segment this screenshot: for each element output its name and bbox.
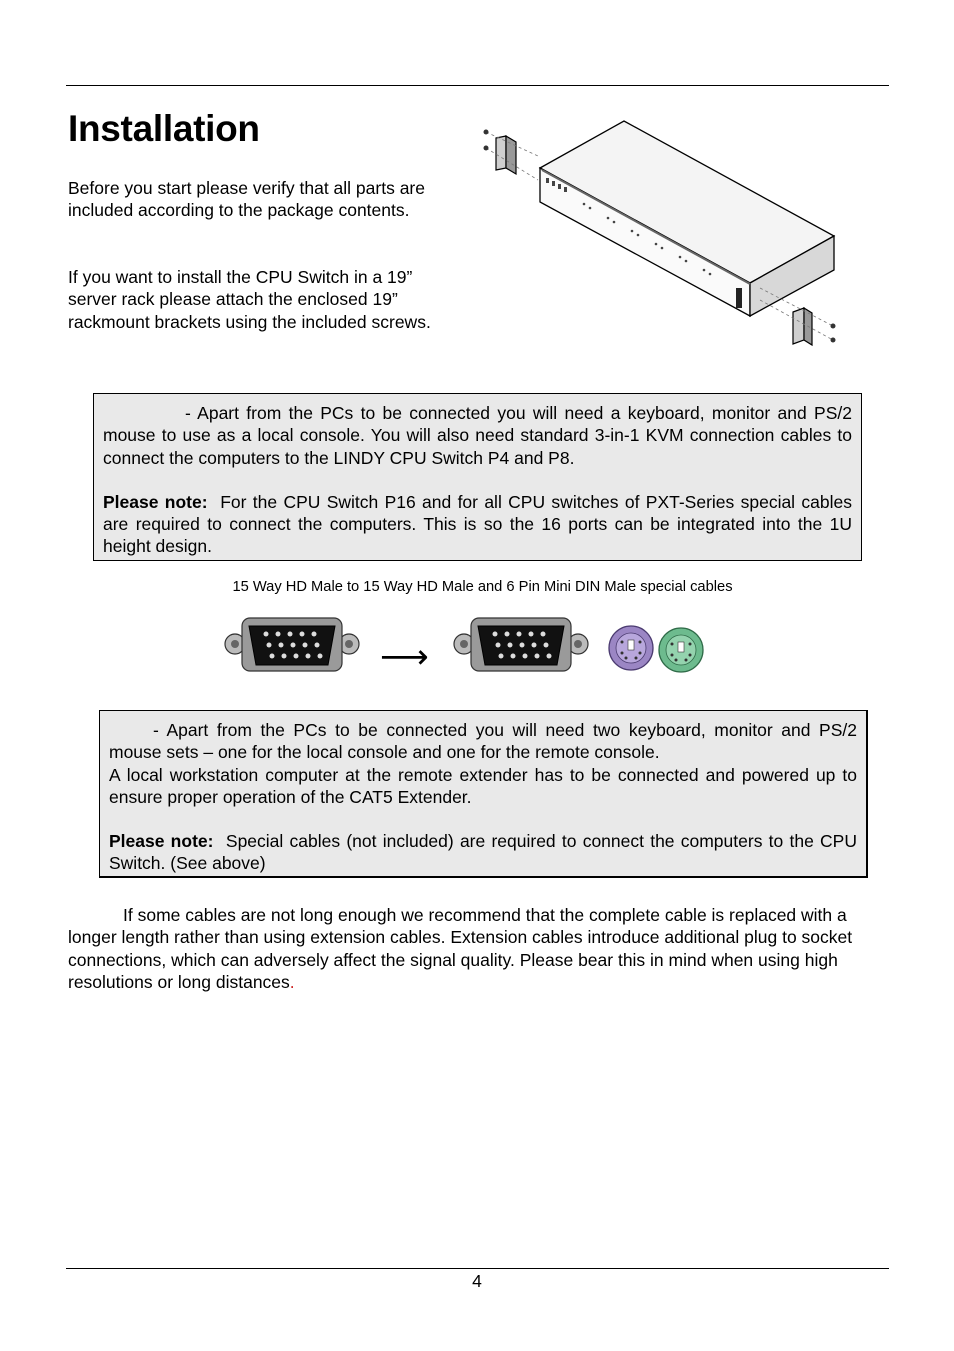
workstation-paragraph: A local workstation computer at the remote extender has to be connected and powered up to ensure proper operation of the CAT5 Extender. (109, 764, 857, 807)
requirements-text: - Apart from the PCs to be connected you will need a keyboard, monitor and PS/2 mouse to use as a local console. You will also need standard 3-in-1 KVM connection cables to connect the computers to the LINDY CPU Switch P4 and P8. (103, 403, 852, 468)
extender-text: - Apart from the PCs to be connected you will need two keyboard, monitor and PS/2 mouse sets – one for the local console and one for the remote console. (109, 720, 857, 763)
cable-length-text: If some cables are not long enough we recommend that the complete cable is replaced with a longer length rather than using extension cables. Extension cables introduce additional plug to socket connections, which can adversely affect the signal quality. Please bear this in mind when using high resolutions or long distances (68, 905, 853, 992)
note-text: For the CPU Switch P16 and for all CPU switches of PXT-Series special cables are required to connect the computers. This is so the 16 ports can be integrated into the 1U height design. (103, 491, 852, 557)
extender-paragraph (109, 719, 857, 764)
note-text: Special cables (not included) are required to connect the computers to the CPU Switch. (See above) (109, 831, 857, 874)
special-cables-note (103, 491, 852, 558)
cable-connectors-diagram (222, 612, 712, 680)
vga-connector-left (225, 618, 359, 671)
cable-caption: 15 Way HD Male to 15 Way HD Male and 6 Pin Mini DIN Male special cables (232, 579, 733, 595)
page-title: Installation (68, 108, 260, 149)
bottom-rule (66, 1268, 889, 1269)
arrow-icon: ⟶ (380, 637, 429, 677)
ps2-mouse-connector (659, 628, 703, 672)
top-rule (66, 85, 889, 86)
requirements-note-box (93, 393, 862, 561)
ps2-keyboard-connector (609, 626, 653, 670)
intro-paragraph-parts: Before you start please verify that all parts are included according to the package contents. (68, 178, 425, 221)
note-label: Please note: (109, 831, 214, 852)
requirements-paragraph (103, 402, 852, 469)
page-number: 4 (472, 1271, 482, 1291)
cpu-switch-rack-illustration (478, 118, 843, 350)
extender-special-cables-note (109, 830, 857, 875)
intro-paragraph-rack: If you want to install the CPU Switch in a 19” server rack please attach the enclosed 19” rackmount brackets using the included screws. (68, 267, 431, 332)
note-label: Please note: (103, 491, 208, 512)
cable-length-paragraph (68, 904, 868, 993)
red-period: . (289, 971, 295, 992)
vga-connector-right (454, 618, 588, 671)
extender-note-box (99, 710, 868, 878)
